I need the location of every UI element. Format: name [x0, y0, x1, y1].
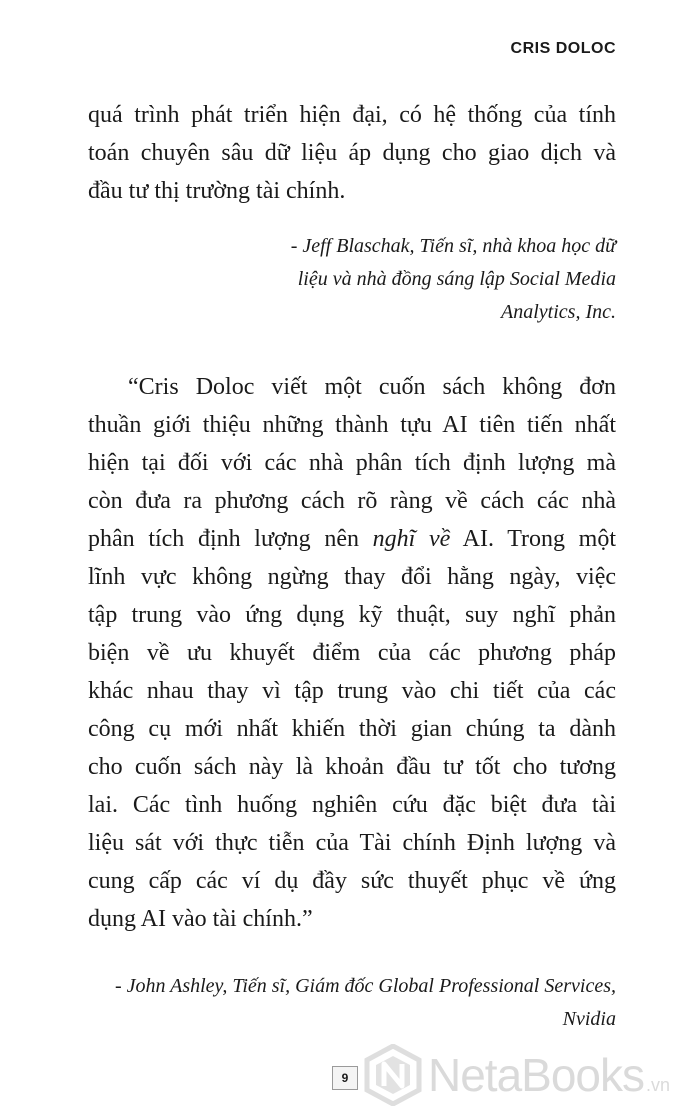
watermark — [364, 1040, 670, 1110]
text-line: đầu tư thị trường tài chính. — [88, 178, 346, 204]
text-line: thuần giới thiệu những thành tựu AI tiên tiến nhất — [88, 412, 616, 438]
text-line: lai. Các tình huống nghiên cứu đặc biệt đưa tài — [88, 792, 616, 818]
text-line: quá trình phát triển hiện đại, có hệ thống của tính — [88, 102, 616, 128]
text-line: liệu sát với thực tiễn của Tài chính Định lượng và — [88, 830, 616, 856]
text-line: “Cris Doloc viết một cuốn sách không đơn — [128, 374, 616, 400]
attribution-john-ashley — [115, 970, 616, 1036]
netabooks-logo-icon — [364, 1044, 422, 1106]
text-line: biện về ưu khuyết điểm của các phương pháp — [88, 640, 616, 666]
paragraph-continued — [88, 96, 616, 210]
text-line: hiện tại đối với các nhà phân tích định lượng mà — [88, 450, 616, 476]
running-head: CRIS DOLOC — [510, 40, 616, 57]
attribution-line: - Jeff Blaschak, Tiến sĩ, nhà khoa học dữ — [290, 235, 616, 257]
text-line: cung cấp các ví dụ đầy sức thuyết phục về ứng — [88, 868, 616, 894]
watermark-brand: NetaBooks — [428, 1049, 645, 1101]
text-segment: AI. Trong một — [450, 526, 616, 552]
text-line: còn đưa ra phương cách rõ ràng về cách các nhà — [88, 488, 616, 514]
text-line: toán chuyên sâu dữ liệu áp dụng cho giao dịch và — [88, 140, 616, 166]
attribution-jeff-blaschak — [291, 230, 616, 329]
text-line: khác nhau thay vì tập trung vào chi tiết của các — [88, 678, 616, 704]
text-line: tập trung vào ứng dụng kỹ thuật, suy nghĩ phản — [88, 602, 616, 628]
text-line: công cụ mới nhất khiến thời gian chúng ta dành — [88, 716, 616, 742]
attribution-line: Analytics, Inc. — [501, 301, 616, 323]
watermark-suffix: .vn — [646, 1075, 671, 1095]
attribution-line: Nvidia — [562, 1008, 616, 1030]
attribution-line: - John Ashley, Tiến sĩ, Giám đốc Global Professional Services, — [114, 975, 616, 997]
emphasis-text: nghĩ về — [372, 526, 451, 552]
attribution-line: liệu và nhà đồng sáng lập Social Media — [297, 268, 616, 290]
page-number: 9 — [332, 1066, 358, 1090]
text-segment: phân tích định lượng nên — [88, 526, 373, 552]
text-line: lĩnh vực không ngừng thay đổi hằng ngày, việc — [88, 564, 616, 590]
quote-paragraph — [88, 368, 616, 938]
text-line — [88, 520, 616, 558]
text-line: cho cuốn sách này là khoản đầu tư tốt cho tương — [88, 754, 616, 780]
text-line: dụng AI vào tài chính.” — [88, 906, 313, 932]
